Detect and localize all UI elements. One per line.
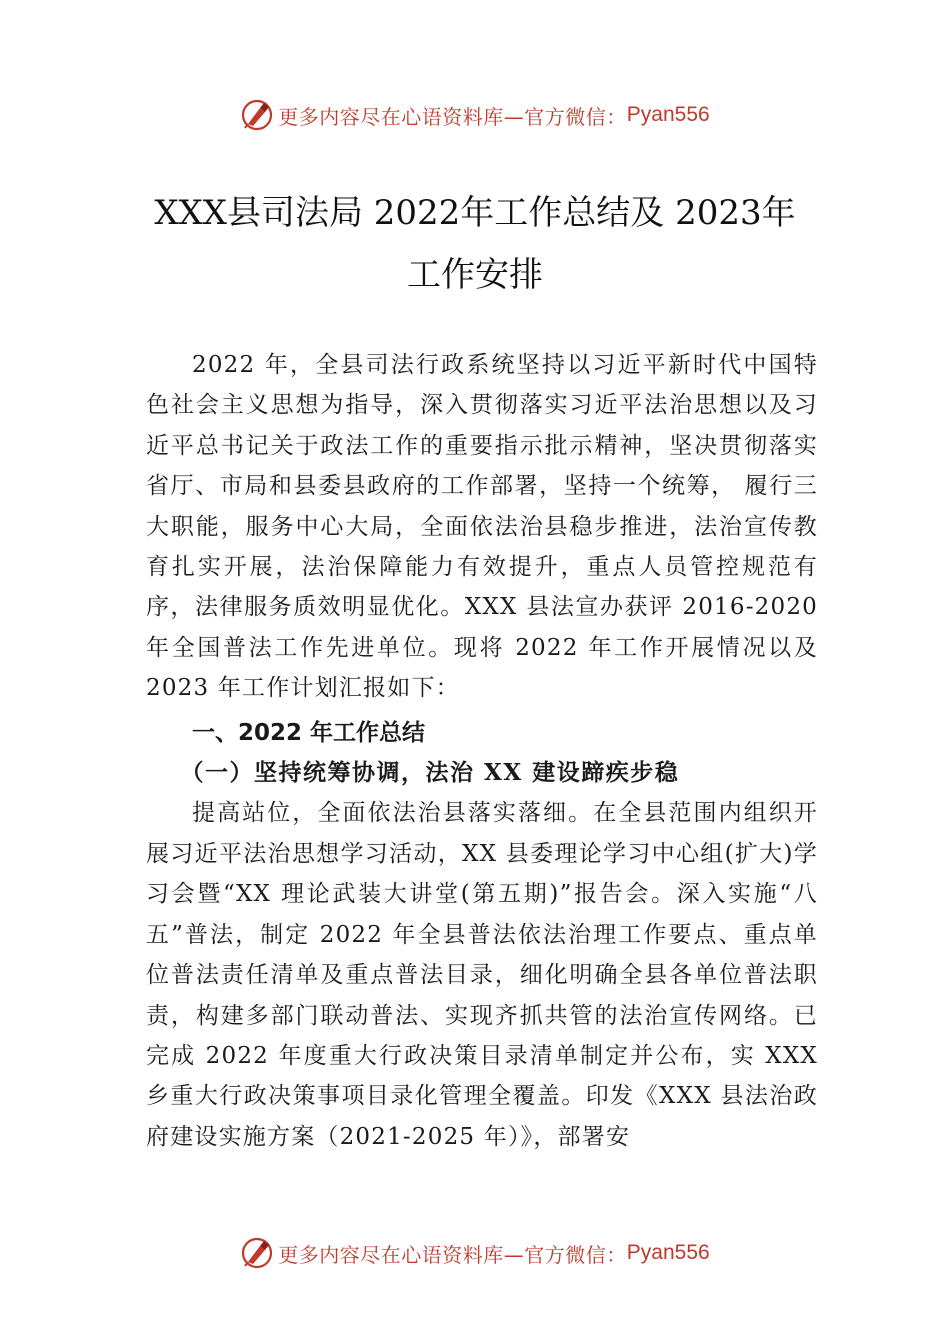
pen-nib-logo-icon [240,1236,274,1270]
document-body [146,345,818,1157]
pen-nib-logo-icon [240,98,274,132]
banner-wechat-id: Pyan556 [626,103,710,126]
document-title [100,182,850,306]
title-line-1: XXX县司法局 2022年工作总结及 2023年 [154,193,796,233]
banner-wechat-id: Pyan556 [626,1241,710,1264]
top-banner [0,95,950,135]
intro-paragraph: 2022 年，全县司法行政系统坚持以习近平新时代中国特色社会主义思想为指导，深入贯彻落实习近平法治思想以及习近平总书记关于政法工作的重要指示批示精神，坚决贯彻落实省厅、市局和县委县政府的工作部署，坚持一个统筹， 履行三大职能，服务中心大局，全面依法治县稳步推进，法治宣传教育扎实开展，法治保障能力有效提升，重点人员管控规范有序，法律服务质效明显优化。XXX 县法宣办获评 2016-2020 年全国普法工作先进单位。现将 2022 年工作开展情况以及 2023 年工作计划汇报如下： [146,352,818,702]
section-heading: 一、2022 年工作总结 [192,719,426,746]
bottom-banner [0,1233,950,1273]
body-paragraph: 提高站位，全面依法治县落实落细。在全县范围内组织开展习近平法治思想学习活动，XX 县委理论学习中心组(扩大)学习会暨“XX 理论武装大讲堂(第五期)”报告会。深入实施“八五”普法，制定 2022 年全县普法依法治理工作要点、重点单位普法责任清单及重点普法目录，细化明确全县各单位普法职责，构建多部门联动普法、实现齐抓共管的法治宣传网络。已完成 2022 年度重大行政决策目录清单制定并公布，实 XXX 乡重大行政决策事项目录化管理全覆盖。印发《XXX 县法治政府建设实施方案（2021-2025 年）》，部署安 [146,800,818,1150]
banner-text: 更多内容尽在心语资料库—官方微信： [278,1242,627,1267]
subsection-heading: （一）坚持统筹协调，法治 XX 建设蹄疾步稳 [180,759,680,787]
title-line-2: 工作安排 [407,255,543,295]
banner-text: 更多内容尽在心语资料库—官方微信： [278,104,627,129]
